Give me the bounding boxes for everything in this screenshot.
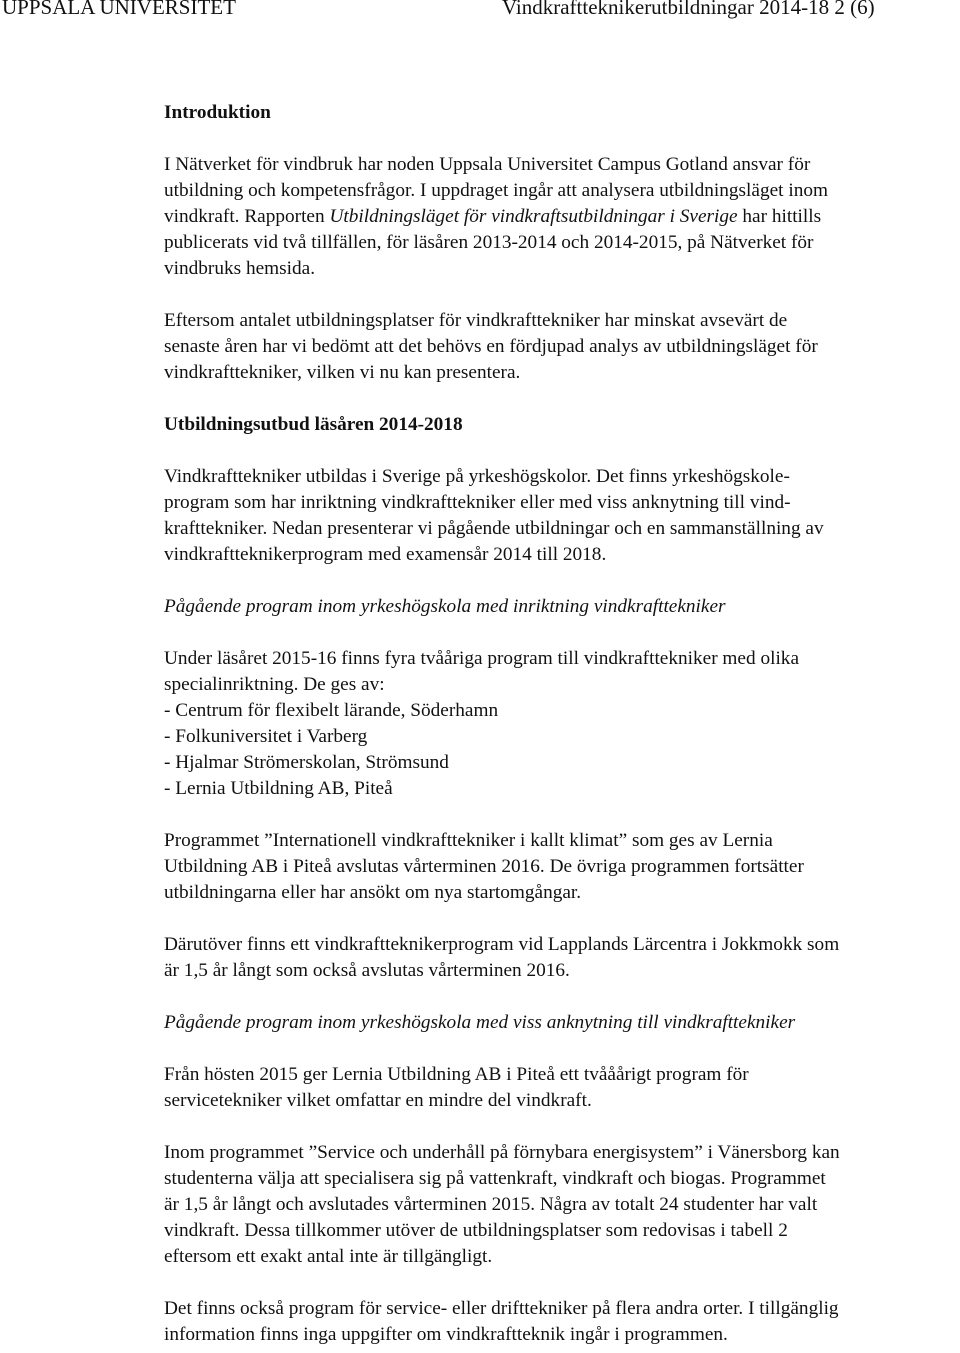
text-line: vindbruks hemsida. [164, 258, 316, 279]
paragraph-intro-2 [164, 308, 960, 386]
text-line: publicerats vid två tillfällen, för läsåren 2013-2014 och 2014-2015, på Nätverket för [164, 232, 814, 253]
text-line: I Nätverket för vindbruk har noden Uppsala Universitet Campus Gotland ansvar för [164, 154, 811, 175]
subheading-inriktning: Pågående program inom yrkeshögskola med inriktning vindkrafttekniker [164, 596, 726, 617]
paragraph-servicetekniker [164, 1062, 960, 1114]
paragraph-andra-orter [164, 1296, 960, 1348]
list-item: - Hjalmar Strömerskolan, Strömsund [164, 752, 449, 773]
heading-introduktion: Introduktion [164, 102, 271, 123]
text-line: utbildningarna eller har ansökt om nya startomgångar. [164, 882, 582, 903]
text-line: är 1,5 år långt som också avslutas vårterminen 2016. [164, 960, 570, 981]
text-line: Programmet ”Internationell vindkrafttekniker i kallt klimat” som ges av Lernia [164, 830, 773, 851]
list-item: - Centrum för flexibelt lärande, Söderhamn [164, 700, 499, 721]
header-university: UPPSALA UNIVERSITET [2, 0, 236, 19]
document-body [164, 100, 960, 1348]
text-line: Från hösten 2015 ger Lernia Utbildning AB i Piteå ett tvååårigt program för [164, 1064, 749, 1085]
text-line: Därutöver finns ett vindkraftteknikerprogram vid Lapplands Lärcentra i Jokkmokk som [164, 934, 840, 955]
text-line: Vindkrafttekniker utbildas i Sverige på yrkeshögskolor. Det finns yrkeshögskole- [164, 466, 790, 487]
text-line: Inom programmet ”Service och underhåll på förnybara energisystem” i Vänersborg kan [164, 1142, 840, 1163]
text-line: information finns inga uppgifter om vindkraftteknik ingår i programmen. [164, 1324, 728, 1345]
report-title: Utbildningsläget för vindkraftsutbildningar i Sverige [329, 206, 738, 227]
text-span: har hittills [737, 206, 822, 227]
list-item: - Folkuniversitet i Varberg [164, 726, 368, 747]
text-line: Under läsåret 2015-16 finns fyra tvååriga program till vindkrafttekniker med olika [164, 648, 800, 669]
paragraph-utbud-1 [164, 464, 960, 568]
text-line: Utbildning AB i Piteå avslutas vårterminen 2016. De övriga programmen fortsätter [164, 856, 804, 877]
text-line: program som har inriktning vindkrafttekniker eller med viss anknytning till vind- [164, 492, 791, 513]
text-line: vindkraft. Dessa tillkommer utöver de utbildningsplatser som redovisas i tabell 2 [164, 1220, 788, 1241]
list-item: - Lernia Utbildning AB, Piteå [164, 778, 393, 799]
text-line: specialinriktning. De ges av: [164, 674, 385, 695]
text-span: vindkraft. Rapporten [164, 206, 330, 227]
text-line [164, 204, 960, 230]
paragraph-internationell [164, 828, 960, 906]
text-line: senaste åren har vi bedömt att det behövs en fördjupad analys av utbildningsläget för [164, 336, 818, 357]
page-header [0, 0, 960, 24]
heading-utbildningsutbud: Utbildningsutbud läsåren 2014-2018 [164, 414, 463, 435]
text-line: vindkrafttekniker, vilken vi nu kan presentera. [164, 362, 521, 383]
paragraph-intro-1 [164, 152, 960, 282]
text-line: Eftersom antalet utbildningsplatser för vindkrafttekniker har minskat avsevärt de [164, 310, 788, 331]
paragraph-programs [164, 646, 960, 802]
text-line: studenterna välja att specialisera sig på vattenkraft, vindkraft och biogas. Programmet [164, 1168, 826, 1189]
text-line: servicetekniker vilket omfattar en mindre del vindkraft. [164, 1090, 592, 1111]
text-line: utbildning och kompetensfrågor. I uppdraget ingår att analysera utbildningsläget inom [164, 180, 828, 201]
text-line: krafttekniker. Nedan presenterar vi pågående utbildningar och en sammanställning av [164, 518, 824, 539]
paragraph-jokkmokk [164, 932, 960, 984]
text-line: eftersom ett exakt antal inte är tillgängligt. [164, 1246, 493, 1267]
header-document-title: Vindkraftteknikerutbildningar 2014-18 2 (6) [502, 0, 875, 19]
subheading-anknytning: Pågående program inom yrkeshögskola med viss anknytning till vindkrafttekniker [164, 1012, 796, 1033]
paragraph-vanersborg [164, 1140, 960, 1270]
text-line: vindkraftteknikerprogram med examensår 2014 till 2018. [164, 544, 607, 565]
text-line: är 1,5 år långt och avslutades vårterminen 2015. Några av totalt 24 studenter har valt [164, 1194, 818, 1215]
text-line: Det finns också program för service- eller drifttekniker på flera andra orter. I tillgänglig [164, 1298, 839, 1319]
